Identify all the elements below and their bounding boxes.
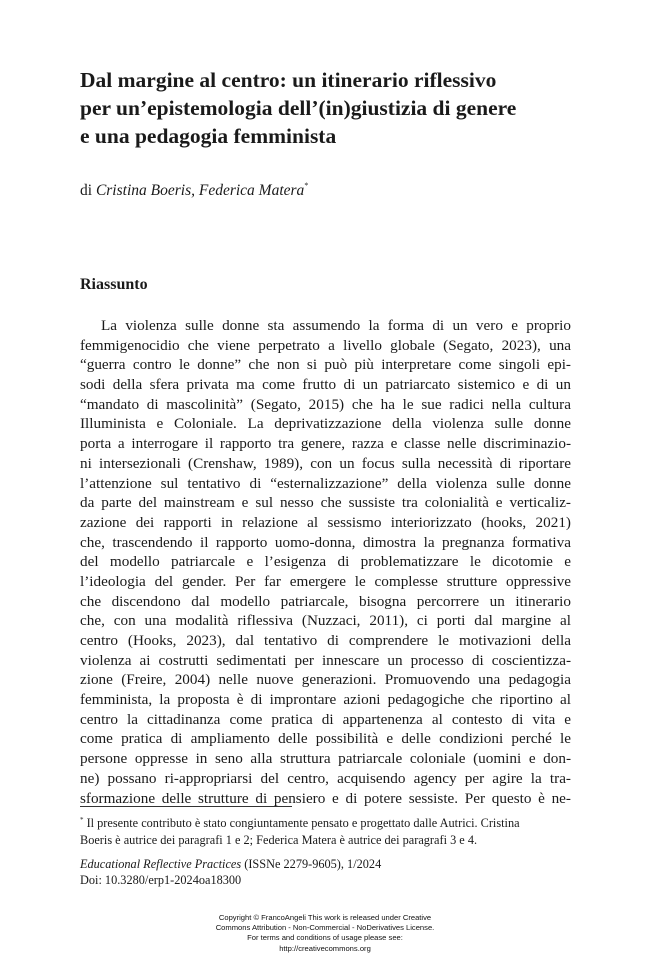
abstract-line: che discendono dal modello patriarcale, bisogna percorrere un itinerario	[80, 592, 571, 610]
abstract-line: violenza ai costrutti sedimentati per innescare un processo di coscientizza-	[80, 651, 571, 669]
abstract-body	[80, 316, 571, 808]
abstract-line: come pratica di ampliamento delle possibilità e delle condizioni perché le	[80, 730, 571, 748]
article-title	[80, 66, 580, 150]
journal-info	[80, 857, 571, 888]
byline-prefix: di	[80, 182, 93, 199]
footnote-text: Il presente contributo è stato congiuntamente pensato e progettato dalle Autrici. Cristina	[86, 816, 520, 830]
author-note-mark: *	[304, 181, 309, 190]
footnote-line: Boeris è autrice dei paragrafi 1 e 2; Federica Matera è autrice dei paragrafi 3 e 4.	[80, 832, 478, 847]
abstract-line: femminista, la proposta è di improntare azioni pedagogiche che riportino al	[80, 691, 571, 709]
abstract-line: porta a interrogare il rapporto tra genere, razza e classe nelle discriminazio-	[80, 435, 571, 453]
title-line: per un’epistemologia dell’(in)giustizia di genere	[80, 96, 517, 120]
abstract-line: l’ideologia del gender. Per far emergere le complesse strutture oppressive	[80, 572, 571, 590]
license-notice	[165, 913, 485, 954]
byline	[80, 176, 308, 201]
abstract-heading: Riassunto	[80, 276, 148, 293]
author-footnote	[80, 812, 571, 848]
abstract-line: femmigenocidio che viene perpetrato a livello globale (Segato, 2023), una	[80, 336, 571, 354]
abstract-line: Illuminista e Coloniale. La deprivatizzazione della violenza sulle donne	[80, 415, 571, 433]
footnote-line	[80, 812, 571, 832]
abstract-line: La violenza sulle donne sta assumendo la forma di un vero e proprio	[101, 317, 571, 334]
abstract-line: del modello patriarcale e l’esigenza di problematizzare le dicotomie e	[80, 553, 571, 571]
abstract-line: persone oppresse in seno alla struttura patriarcale coloniale (uomini e don-	[80, 750, 571, 768]
abstract-line: zione (Freire, 2004) nelle nuove generazioni. Promuovendo una pedagogia	[80, 671, 571, 689]
abstract-line: ne) possano ri-appropriarsi del centro, acquisendo agency per agire la tra-	[80, 769, 571, 787]
authors: Cristina Boeris, Federica Matera	[95, 182, 305, 199]
abstract-line: “mandato di mascolinità” (Segato, 2015) che ha le sue radici nella cultura	[80, 395, 571, 413]
abstract-line: da parte del mainstream e sul nesso che sussiste tra colonialità e verticaliz-	[80, 494, 571, 512]
title-line: Dal margine al centro: un itinerario riflessivo	[80, 68, 497, 92]
abstract-line: ni intersezionali (Crenshaw, 1989), con un focus sulla necessità di riportare	[80, 454, 571, 472]
doi: Doi: 10.3280/erp1-2024oa18300	[80, 872, 242, 887]
abstract-line: zazione dei rapporti in relazione al sessismo interiorizzato (hooks, 2021)	[80, 513, 571, 531]
abstract-line: centro (Hooks, 2023), dal tentativo di comprendere le motivazioni della	[80, 632, 571, 649]
journal-issn-issue: (ISSNe 2279-9605), 1/2024	[241, 857, 382, 871]
license-link[interactable]: http://creativecommons.org	[279, 943, 371, 953]
title-line: e una pedagogia femminista	[80, 124, 337, 148]
journal-name: Educational Reflective Practices	[80, 857, 242, 871]
abstract-line: “guerra contro le donne” che non si può più interpretare come singoli epi-	[80, 356, 571, 374]
footnote-divider	[80, 806, 292, 807]
abstract-line: sodi della sfera privata ma come frutto di un patriarcato sistemico e di un	[80, 376, 571, 394]
abstract-line: l’attenzione sul tentativo di “esternalizzazione” della violenza sulle donne	[80, 474, 571, 492]
license-line: Commons Attribution - Non-Commercial - NoDerivatives License.	[215, 923, 435, 933]
footnote-mark: *	[80, 816, 84, 824]
abstract-line: che, con una modalità riflessiva (Nuzzaci, 2011), ci porti dal margine al	[80, 612, 571, 630]
abstract-line: centro la cittadinanza come pratica di appartenenza al contesto di vita e	[80, 710, 571, 728]
license-line: Copyright © FrancoAngeli This work is released under Creative	[218, 913, 432, 922]
abstract-line: sformazione delle strutture di pensiero e di potere sessiste. Per questo è ne-	[80, 789, 571, 807]
abstract-line: che, trascendendo il rapporto uomo-donna, dimostra la pregnanza formativa	[80, 533, 571, 551]
license-line: For terms and conditions of usage please see:	[247, 933, 403, 943]
journal-citation	[80, 857, 571, 873]
